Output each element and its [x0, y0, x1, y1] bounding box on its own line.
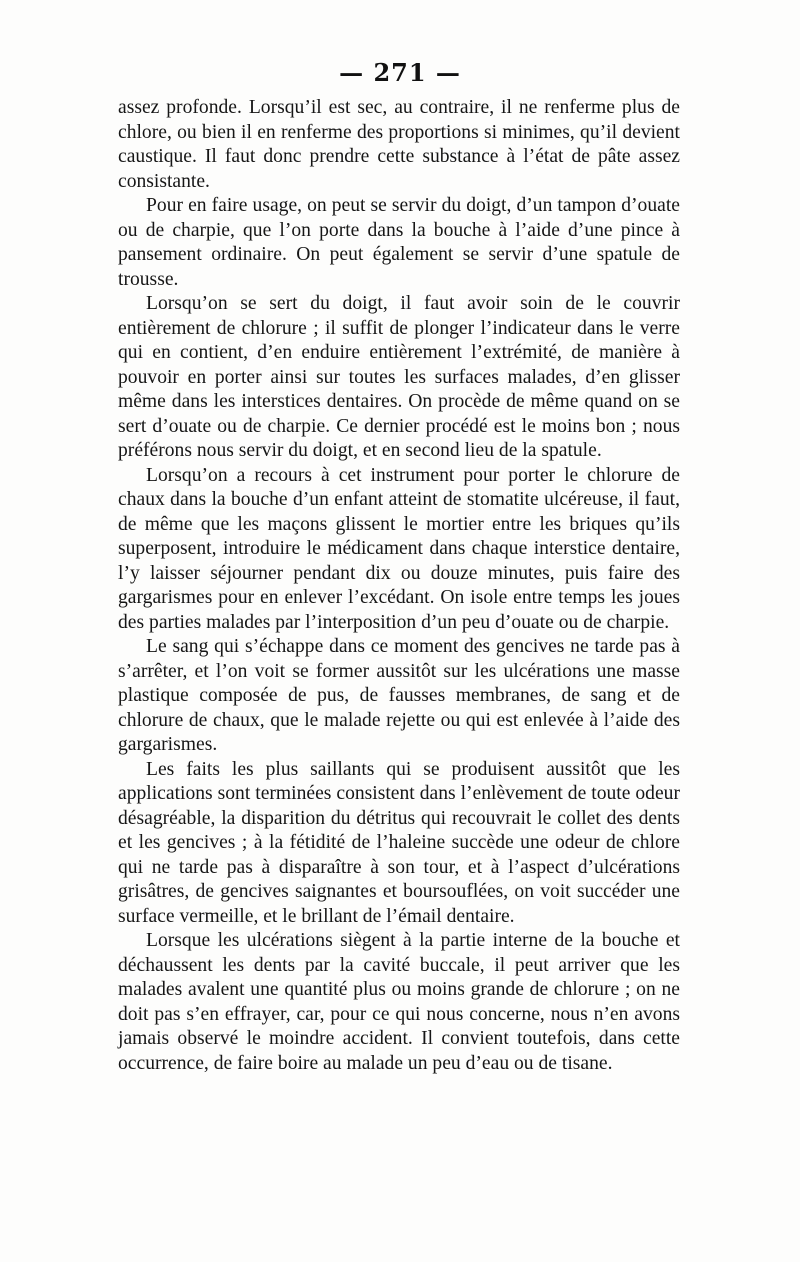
paragraph: Lorsqu’on se sert du doigt, il faut avoir soin de le couvrir entièrement de chlorure ; il suffit de plonger l’indicateur dans le verre qui en contient, d’en enduire entièrement l’extrémité, de manière à pouvoir en porter ainsi sur toutes les surfaces malades, d’en glisser même dans les interstices dentaires. On procède de même quand on se sert d’ouate ou de charpie. Ce dernier procédé est le moins bon ; nous préférons nous servir du doigt, et en second lieu de la spatule.: [118, 293, 680, 461]
paragraph: Le sang qui s’échappe dans ce moment des gencives ne tarde pas à s’arrêter, et l’on voit se former aussitôt sur les ulcérations une masse plastique composée de pus, de fausses membranes, de sang et de chlorure de chaux, que le malade rejette ou qui est enlevée à l’aide des gargarismes.: [118, 636, 680, 755]
paragraph: assez profonde. Lorsqu’il est sec, au contraire, il ne renferme plus de chlore, ou bien il en renferme des proportions si minimes, qu’il devient caustique. Il faut donc prendre cette substance à l’état de pâte assez consistante.: [118, 97, 680, 192]
paragraph: Les faits les plus saillants qui se produisent aussitôt que les applications sont terminées consistent dans l’enlèvement de toute odeur désagréable, la disparition du détritus qui recouvrait le collet des dents et les gencives ; à la fétidité de l’haleine succède une odeur de chlore qui ne tarde pas à disparaître à son tour, et à l’aspect d’ulcérations grisâtres, de gencives saignantes et boursouflées, on voit succéder une surface vermeille, et le brillant de l’émail dentaire.: [118, 758, 680, 927]
paragraph: Pour en faire usage, on peut se servir du doigt, d’un tampon d’ouate ou de charpie, que l’on porte dans la bouche à l’aide d’une pince à pansement ordinaire. On peut également se servir d’une spatule de trousse.: [118, 195, 680, 290]
page-number: — 271 —: [339, 58, 461, 87]
paragraph: Lorsqu’on a recours à cet instrument pour porter le chlorure de chaux dans la bouche d’un enfant atteint de stomatite ulcéreuse, il faut, de même que les maçons glissent le mortier entre les briques qu’ils superposent, introduire le médicament dans chaque interstice dentaire, l’y laisser séjourner pendant dix ou douze minutes, puis faire des gargarismes pour en enlever l’excédant. On isole entre temps les joues des parties malades par l’interposition d’un peu d’ouate ou de charpie.: [118, 464, 680, 633]
body-text: [118, 96, 680, 1076]
paragraph: Lorsque les ulcérations siègent à la partie interne de la bouche et déchaussent les dents par la cavité buccale, il peut arriver que les malades avalent une quantité plus ou moins grande de chlorure ; on ne doit pas s’en effrayer, car, pour ce qui nous concerne, nous n’en avons jamais observé le moindre accident. Il convient toutefois, dans cette occurrence, de faire boire au malade un peu d’eau ou de tisane.: [118, 930, 680, 1074]
